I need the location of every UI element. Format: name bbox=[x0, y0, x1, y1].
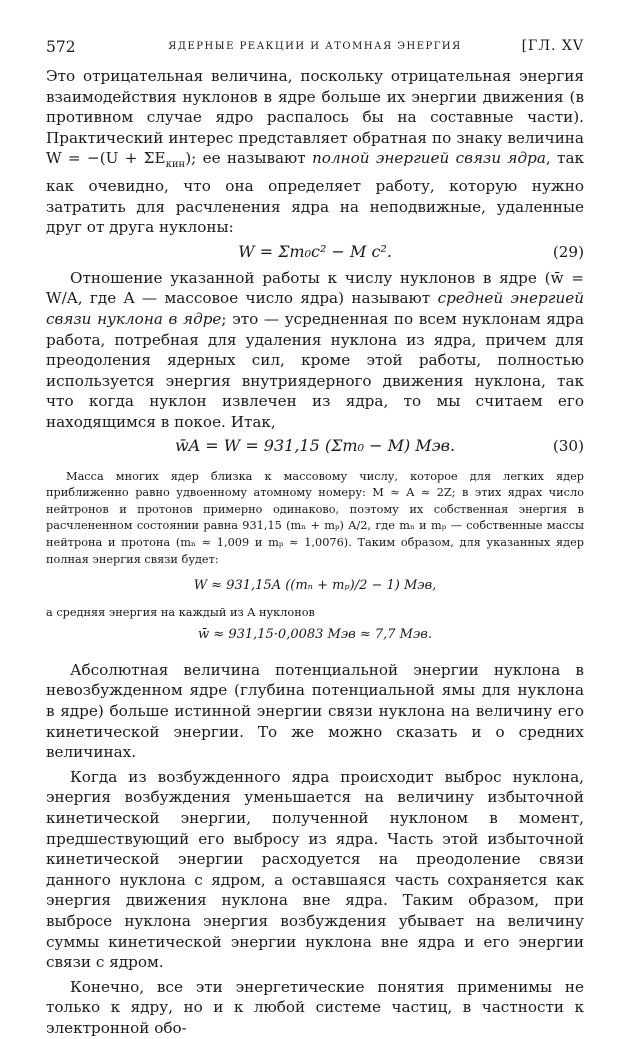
note-text-2: а средняя энергия на каждый из A нуклонов bbox=[46, 605, 315, 619]
note-formula-2: w̄ ≈ 931,15·0,0083 Мэв ≈ 7,7 Мэв. bbox=[198, 627, 432, 643]
paragraph-5: Конечно, все эти энергетические понятия применимы не только к ядру, но и к любой системе частиц, в частности к электронной обо- bbox=[46, 977, 584, 1037]
equation-29-number: (29) bbox=[552, 243, 584, 262]
paragraph-3: Абсолютная величина потенциальной энергии нуклона в невозбужденном ядре (глубина потенциальной ямы для нуклона в ядре) больше истинной энергии связи нуклона на величину его кинетической энергии. То же можно сказать и о средних величинах. bbox=[46, 660, 584, 762]
paragraph-2: Отношение указанной работы к числу нуклонов в ядре (w̄ = W/A, где A — массовое число ядра) называют средней энергией связи нуклона в ядре; это — усредненная по всем нуклонам ядра работа, потребная для удаления нуклона из ядра, причем для преодоления ядерных сил, кроме этой работы, полностью используется энергия внутриядерного движения нуклона, так что когда нуклон извлечен из ядра, то мы считаем его находящимся в покое. Итак, bbox=[46, 268, 585, 431]
note-text-1: Масса многих ядер близка к массовому числу, которое для легких ядер приближенно равно удвоенному атомному номеру: M ≈ A ≈ 2Z; в этих ядрах число нейтронов и протонов примерно одинаково, поэтому их собственная энергия в расчлененном состоянии равна 931,15 (mₙ + mₚ) A/2, где mₙ и mₚ — собственные массы нейтрона и протона (mₙ ≈ 1,009 и mₚ ≈ 1,0076). Таким образом, для указанных ядер полная энергия связи будет: bbox=[46, 469, 584, 566]
page-number: 572 bbox=[46, 38, 76, 56]
book-page bbox=[46, 34, 584, 1039]
equation-30-formula: w̄A = W = 931,15 (Σm₀ − M) Мэв. bbox=[174, 436, 456, 456]
main-text bbox=[46, 66, 584, 1039]
note-formula-1: W ≈ 931,15A ((mₙ + mₚ)/2 − 1) Мэв, bbox=[193, 578, 437, 594]
chapter-label: [ГЛ. XV bbox=[521, 38, 584, 54]
running-title: ЯДЕРНЫЕ РЕАКЦИИ И АТОМНАЯ ЭНЕРГИЯ bbox=[168, 41, 462, 52]
equation-30 bbox=[46, 433, 584, 461]
small-print-note bbox=[46, 469, 584, 650]
running-header bbox=[46, 34, 584, 56]
equation-29-formula: W = Σm₀c² − M c². bbox=[238, 242, 392, 262]
paragraph-4: Когда из возбужденного ядра происходит выброс нуклона, энергия возбуждения уменьшается на величину избыточной кинетической энергии, полученной нуклоном в момент, предшествующий его выбросу из ядра. Часть этой избыточной кинетической энергии расходуется на преодоление связи данного нуклона с ядром, а оставшаяся часть сохраняется как энергия движения нуклона вне ядра. Таким образом, при выбросе нуклона энергия возбуждения убывает на величину суммы кинетической энергии нуклона вне ядра и его энергии связи с ядром. bbox=[46, 767, 584, 972]
paragraph-1: Это отрицательная величина, поскольку отрицательная энергия взаимодействия нуклонов в ядре больше их энергии движения (в противном случае ядро распалось бы на составные части). Практический интерес представляет обратная по знаку величина $W = -(U + \Sigma E_{кин})$; ее называют полной энергией связи ядра, так как очевидно, что она определяет работу, которую нужно затратить для расчленения ядра на неподвижные, удаленные друг от друга нуклоны: bbox=[46, 67, 584, 237]
equation-30-number: (30) bbox=[552, 437, 584, 456]
equation-29 bbox=[46, 238, 584, 268]
